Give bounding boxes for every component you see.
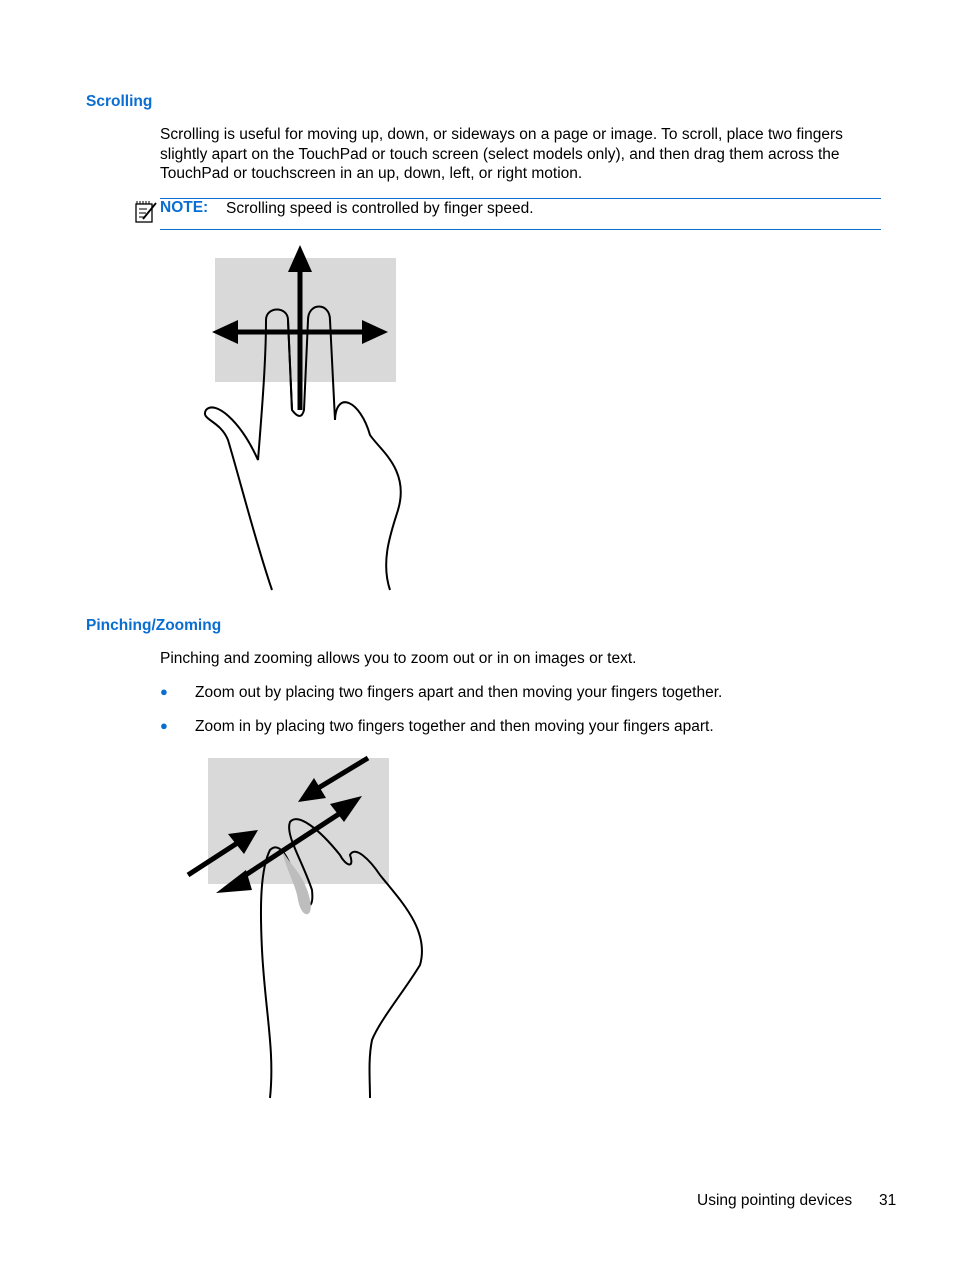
pinch-zoom-illustration [180, 750, 440, 1105]
list-item-text: Zoom out by placing two fingers apart and then moving your fingers together. [195, 684, 723, 701]
page-number: 31 [879, 1192, 897, 1209]
footer-section-title: Using pointing devices [697, 1192, 853, 1209]
bullet-icon: ● [160, 684, 168, 699]
section-heading-scrolling: Scrolling [86, 93, 153, 110]
list-item-text: Zoom in by placing two fingers together and then moving your fingers apart. [195, 718, 714, 735]
bullet-icon: ● [160, 718, 168, 733]
list-item [160, 683, 168, 701]
pinching-paragraph: Pinching and zooming allows you to zoom out or in on images or text. [160, 650, 637, 667]
paragraph-line: TouchPad or touchscreen in an up, down, left, or right motion. [160, 165, 583, 182]
note-box [160, 198, 881, 230]
section-heading-pinching: Pinching/Zooming [86, 617, 222, 634]
note-icon [134, 199, 160, 225]
list-item [160, 717, 168, 735]
paragraph-line: Scrolling is useful for moving up, down, or sideways on a page or image. To scroll, place two fingers [160, 126, 843, 143]
note-text: Scrolling speed is controlled by finger speed. [226, 200, 534, 217]
two-finger-scroll-illustration [180, 240, 420, 595]
scrolling-paragraph [160, 125, 900, 184]
note-label: NOTE: [160, 199, 209, 216]
paragraph-line: slightly apart on the TouchPad or touch screen (select models only), and then drag them across the [160, 145, 840, 163]
